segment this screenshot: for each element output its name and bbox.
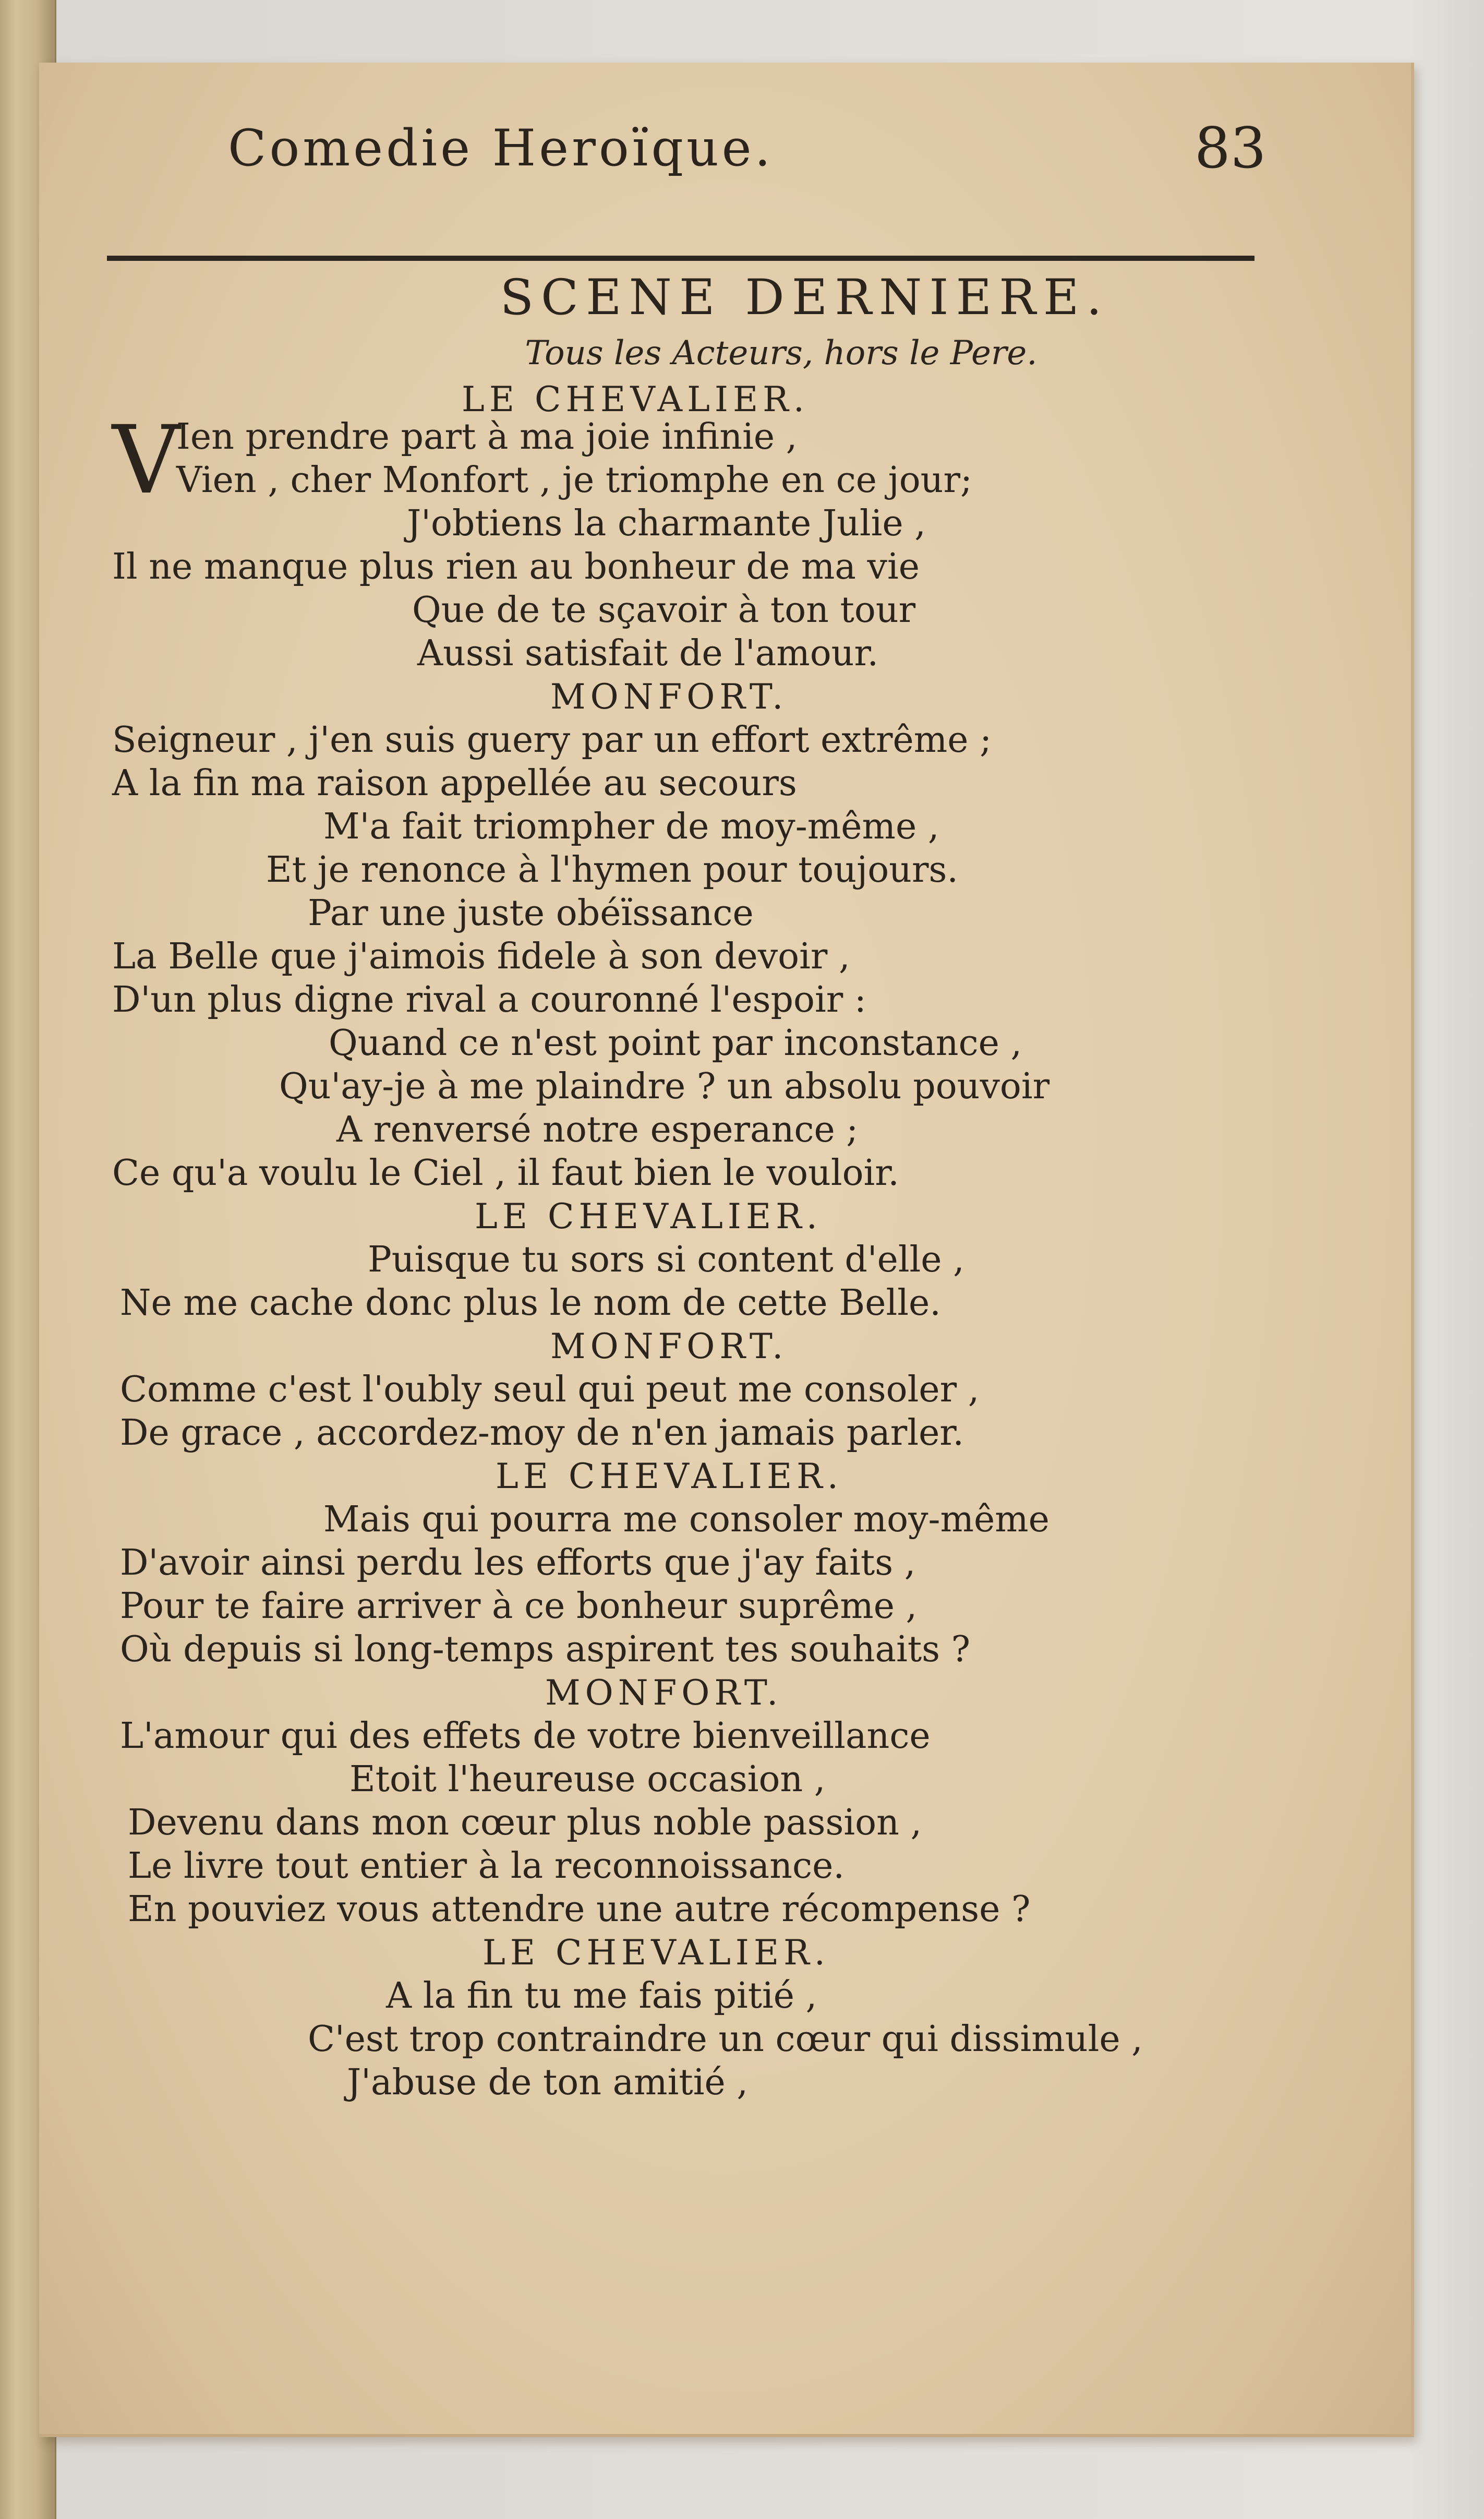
verse-line: Où depuis si long-temps aspirent tes souhaits ? [120, 1629, 971, 1670]
running-title: Comedie Heroïque. [228, 119, 774, 177]
verse-line: Comme c'est l'oubly seul qui peut me consoler , [120, 1369, 980, 1410]
verse-line: Devenu dans mon cœur plus noble passion , [128, 1802, 922, 1843]
verse-line: Il ne manque plus rien au bonheur de ma vie [112, 546, 920, 587]
verse-line: Par une juste obéïssance [308, 893, 754, 934]
speaker-heading: MONFORT. [545, 1673, 783, 1713]
speaker-heading: MONFORT. [550, 677, 788, 717]
speaker-heading: MONFORT. [550, 1326, 788, 1366]
verse-line: Vien , cher Monfort , je triomphe en ce jour; [176, 460, 972, 501]
verse-line: C'est trop contraindre un cœur qui dissimule , [308, 2019, 1143, 2060]
verse-line: Pour te faire arriver à ce bonheur suprême , [120, 1586, 918, 1627]
speaker-heading: LE CHEVALIER. [482, 1933, 830, 1973]
verse-line: Etoit l'heureuse occasion , [349, 1759, 826, 1800]
speaker-heading: LE CHEVALIER. [496, 1456, 843, 1496]
verse-line: Mais qui pourra me consoler moy-même [323, 1499, 1049, 1540]
verse-line: D'avoir ainsi perdu les efforts que j'ay faits , [120, 1542, 916, 1584]
header-rule [107, 256, 1254, 261]
verse-line: Ne me cache donc plus le nom de cette Belle. [120, 1282, 941, 1324]
verse-line: En pouviez vous attendre une autre récompense ? [128, 1889, 1031, 1930]
verse-line: De grace , accordez-moy de n'en jamais parler. [120, 1412, 964, 1454]
verse-line: Puisque tu sors si content d'elle , [368, 1239, 964, 1280]
verse-line: Qu'ay-je à me plaindre ? un absolu pouvoir [279, 1066, 1050, 1107]
verse-line: Quand ce n'est point par inconstance , [329, 1023, 1022, 1064]
scene-title: SCENE DERNIERE. [500, 269, 1109, 326]
verse-line: Aussi satisfait de l'amour. [417, 633, 879, 674]
verse-line: J'abuse de ton amitié , [347, 2062, 748, 2103]
verse-line: Seigneur , j'en suis guery par un effort extrême ; [112, 719, 992, 761]
page-number: 83 [1195, 116, 1266, 181]
verse-line: M'a fait triompher de moy-même , [323, 806, 939, 847]
verse-line: J'obtiens la charmante Julie , [407, 503, 926, 544]
verse-line: Ce qu'a voulu le Ciel , il faut bien le vouloir. [112, 1153, 899, 1194]
verse-line: D'un plus digne rival a couronné l'espoir : [112, 979, 866, 1021]
verse-line: A la fin tu me fais pitié , [386, 1975, 817, 2017]
verse-line: A renversé notre esperance ; [336, 1109, 859, 1150]
verse-line: Que de te sçavoir à ton tour [412, 590, 916, 631]
stage-direction: Tous les Acteurs, hors le Pere. [525, 334, 1037, 373]
verse-line: La Belle que j'aimois fidele à son devoir , [112, 936, 850, 977]
speaker-heading: LE CHEVALIER. [462, 379, 809, 419]
drop-cap: V [112, 406, 180, 515]
verse-line: Le livre tout entier à la reconnoissance. [128, 1845, 844, 1887]
verse-line: Ien prendre part à ma joie infinie , [176, 416, 798, 458]
verse-line: Et je renonce à l'hymen pour toujours. [266, 849, 958, 891]
speaker-heading: LE CHEVALIER. [475, 1196, 822, 1237]
verse-line: L'amour qui des effets de votre bienveillance [120, 1716, 931, 1757]
verse-line: A la fin ma raison appellée au secours [112, 763, 797, 804]
